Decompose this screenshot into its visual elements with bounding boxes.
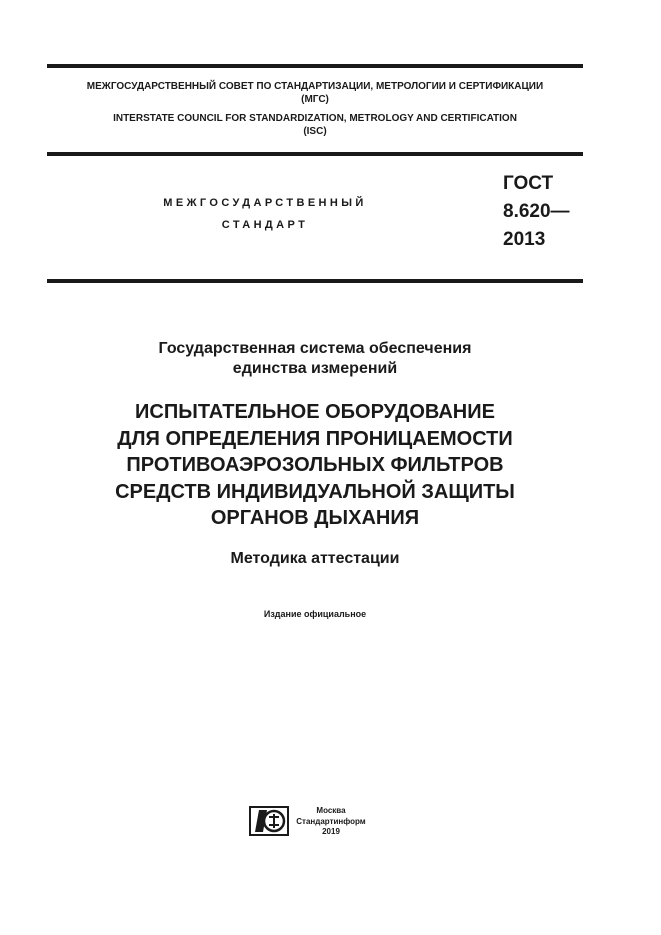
standard-type-line2: СТАНДАРТ — [221, 219, 309, 231]
gost-designation — [503, 170, 570, 254]
system-name — [47, 339, 583, 379]
top-rule — [47, 64, 583, 68]
publisher-block — [295, 806, 367, 838]
title-line: ПРОТИВОАЭРОЗОЛЬНЫХ ФИЛЬТРОВ — [126, 454, 504, 476]
gost-label: ГОСТ — [503, 173, 554, 194]
standartinform-logo-icon — [249, 806, 289, 836]
bottom-rule — [47, 279, 583, 283]
middle-rule — [47, 152, 583, 156]
council-ru — [47, 80, 583, 106]
council-en-abbr: (ISC) — [303, 126, 327, 137]
council-en — [47, 112, 583, 138]
title-line: ОРГАНОВ ДЫХАНИЯ — [210, 507, 420, 529]
standard-type-line1: МЕЖГОСУДАРСТВЕННЫЙ — [163, 197, 367, 209]
gost-number: 8.620— — [503, 201, 570, 222]
edition-label: Издание официальное — [263, 609, 367, 619]
council-ru-name: МЕЖГОСУДАРСТВЕННЫЙ СОВЕТ ПО СТАНДАРТИЗАЦИИ, МЕТРОЛОГИИ И СЕРТИФИКАЦИИ — [86, 81, 544, 92]
title-line: ДЛЯ ОПРЕДЕЛЕНИЯ ПРОНИЦАЕМОСТИ — [117, 427, 513, 450]
system-line1: Государственная система обеспечения — [158, 340, 472, 357]
council-ru-abbr: (МГС) — [301, 94, 329, 105]
title-line: ИСПЫТАТЕЛЬНОЕ ОБОРУДОВАНИЕ — [135, 401, 495, 423]
system-line2: единства измерений — [232, 360, 398, 377]
standard-type — [130, 192, 400, 236]
publisher-city: Москва — [316, 806, 346, 815]
publisher-year: 2019 — [322, 827, 340, 836]
document-title — [40, 399, 590, 532]
council-en-name: INTERSTATE COUNCIL FOR STANDARDIZATION, METROLOGY AND CERTIFICATION — [113, 113, 517, 124]
title-line: СРЕДСТВ ИНДИВИДУАЛЬНОЙ ЗАЩИТЫ — [115, 480, 515, 503]
gost-year: 2013 — [503, 229, 546, 250]
method-subtitle: Методика аттестации — [230, 550, 400, 567]
publisher-name: Стандартинформ — [296, 816, 366, 826]
